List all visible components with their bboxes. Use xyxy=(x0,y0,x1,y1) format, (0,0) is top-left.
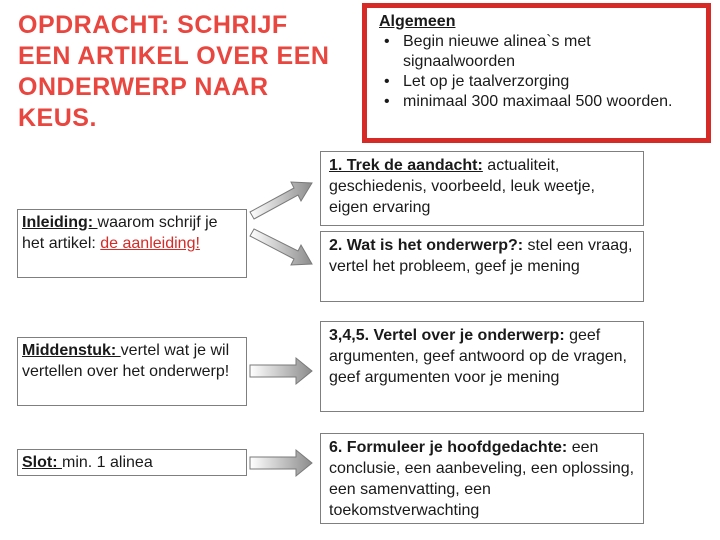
step-3-text: geef argumenten, geef antwoord op de vragen, geef argumenten voor je mening xyxy=(329,327,627,386)
arrow-right-icon xyxy=(250,358,312,384)
arrow-down-right-icon xyxy=(250,229,312,265)
step-1-label: 1. Trek de aandacht: xyxy=(329,157,483,174)
arrow-right-icon xyxy=(250,450,312,476)
closing-label: Slot: xyxy=(22,454,62,471)
general-heading: Algemeen xyxy=(379,13,456,30)
middle-text: vertel wat je wil vertellen over het onderwerp! xyxy=(22,342,230,380)
middle-label: Middenstuk: xyxy=(22,342,121,359)
step-4-label: 6. Formuleer je hoofdgedachte: xyxy=(329,439,568,456)
general-item: • Let op je taalverzorging xyxy=(379,72,698,92)
intro-highlight: de aanleiding! xyxy=(100,235,200,252)
step-2-text: stel een vraag, vertel het probleem, geef je mening xyxy=(329,237,633,275)
step-2-label: 2. Wat is het onderwerp?: xyxy=(329,237,524,254)
step-3-label: 3,4,5. Vertel over je onderwerp: xyxy=(329,327,565,344)
closing-text: min. 1 alinea xyxy=(62,454,153,471)
step-4-text: een conclusie, een aanbeveling, een oplossing, een samenvatting, een toekomstverwachting xyxy=(329,439,635,519)
title-line: ONDERWERP NAAR xyxy=(18,73,269,101)
title-line: KEUS. xyxy=(18,104,97,132)
step-1-text: actualiteit, geschiedenis, voorbeeld, leuk weetje, eigen ervaring xyxy=(329,157,595,216)
title-line: OPDRACHT: SCHRIJF xyxy=(18,11,288,39)
general-item: • Begin nieuwe alinea`s met signaalwoorden xyxy=(379,32,698,72)
intro-label: Inleiding: xyxy=(22,214,98,231)
title-line: EEN ARTIKEL OVER EEN xyxy=(18,42,330,70)
intro-text: waarom schrijf je het artikel: xyxy=(22,214,218,252)
general-item: • minimaal 300 maximaal 500 woorden. xyxy=(379,92,698,112)
arrow-up-right-icon xyxy=(250,182,312,219)
